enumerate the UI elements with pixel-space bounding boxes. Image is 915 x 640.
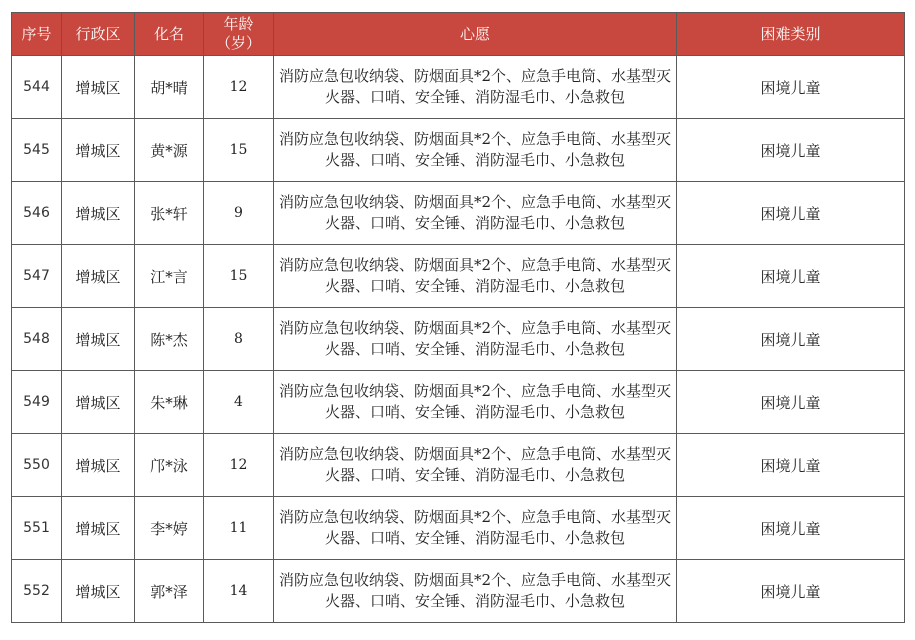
cell-seq: 545 xyxy=(12,119,62,182)
cell-alias: 邝*泳 xyxy=(135,434,204,497)
wish-table xyxy=(11,12,905,623)
table-row xyxy=(12,497,905,560)
cell-seq: 551 xyxy=(12,497,62,560)
cell-district: 增城区 xyxy=(62,245,135,308)
wish-text: 消防应急包收纳袋、防烟面具*2个、应急手电筒、水基型灭火器、口哨、安全锤、消防湿毛巾、小急救包 xyxy=(278,67,672,106)
table-row xyxy=(12,56,905,119)
cell-district: 增城区 xyxy=(62,56,135,119)
table-header-row xyxy=(12,13,905,56)
cell-alias: 郭*泽 xyxy=(135,560,204,623)
cell-category: 困境儿童 xyxy=(677,119,905,182)
cell-alias: 朱*琳 xyxy=(135,371,204,434)
cell-seq: 548 xyxy=(12,308,62,371)
header-category: 困难类别 xyxy=(677,13,905,56)
wish-text: 消防应急包收纳袋、防烟面具*2个、应急手电筒、水基型灭火器、口哨、安全锤、消防湿毛巾、小急救包 xyxy=(278,508,672,547)
cell-age: 14 xyxy=(204,560,274,623)
cell-age: 4 xyxy=(204,371,274,434)
cell-seq: 552 xyxy=(12,560,62,623)
cell-age: 15 xyxy=(204,119,274,182)
cell-alias: 江*言 xyxy=(135,245,204,308)
cell-wish xyxy=(274,56,677,119)
header-alias: 化名 xyxy=(135,13,204,56)
cell-district: 增城区 xyxy=(62,308,135,371)
cell-alias: 胡*晴 xyxy=(135,56,204,119)
cell-category: 困境儿童 xyxy=(677,371,905,434)
table-row xyxy=(12,434,905,497)
table-row xyxy=(12,371,905,434)
cell-alias: 陈*杰 xyxy=(135,308,204,371)
cell-seq: 550 xyxy=(12,434,62,497)
wish-text: 消防应急包收纳袋、防烟面具*2个、应急手电筒、水基型灭火器、口哨、安全锤、消防湿毛巾、小急救包 xyxy=(278,445,672,484)
table-row xyxy=(12,182,905,245)
cell-district: 增城区 xyxy=(62,182,135,245)
wish-text: 消防应急包收纳袋、防烟面具*2个、应急手电筒、水基型灭火器、口哨、安全锤、消防湿毛巾、小急救包 xyxy=(278,571,672,610)
cell-district: 增城区 xyxy=(62,371,135,434)
cell-seq: 549 xyxy=(12,371,62,434)
cell-district: 增城区 xyxy=(62,434,135,497)
cell-wish xyxy=(274,371,677,434)
cell-wish xyxy=(274,497,677,560)
cell-district: 增城区 xyxy=(62,560,135,623)
cell-wish xyxy=(274,182,677,245)
cell-seq: 547 xyxy=(12,245,62,308)
cell-district: 增城区 xyxy=(62,497,135,560)
cell-category: 困境儿童 xyxy=(677,560,905,623)
header-district: 行政区 xyxy=(62,13,135,56)
wish-text: 消防应急包收纳袋、防烟面具*2个、应急手电筒、水基型灭火器、口哨、安全锤、消防湿毛巾、小急救包 xyxy=(278,256,672,295)
wish-text: 消防应急包收纳袋、防烟面具*2个、应急手电筒、水基型灭火器、口哨、安全锤、消防湿毛巾、小急救包 xyxy=(278,193,672,232)
table-row xyxy=(12,245,905,308)
header-age-line2: （岁） xyxy=(215,34,261,52)
header-age-line1: 年龄 xyxy=(223,15,254,33)
header-wish: 心愿 xyxy=(274,13,677,56)
cell-age: 12 xyxy=(204,56,274,119)
cell-category: 困境儿童 xyxy=(677,182,905,245)
wish-text: 消防应急包收纳袋、防烟面具*2个、应急手电筒、水基型灭火器、口哨、安全锤、消防湿毛巾、小急救包 xyxy=(278,130,672,169)
wish-text: 消防应急包收纳袋、防烟面具*2个、应急手电筒、水基型灭火器、口哨、安全锤、消防湿毛巾、小急救包 xyxy=(278,382,672,421)
table-row xyxy=(12,308,905,371)
cell-age: 8 xyxy=(204,308,274,371)
cell-wish xyxy=(274,245,677,308)
cell-wish xyxy=(274,434,677,497)
cell-wish xyxy=(274,119,677,182)
cell-district: 增城区 xyxy=(62,119,135,182)
cell-category: 困境儿童 xyxy=(677,56,905,119)
cell-age: 11 xyxy=(204,497,274,560)
cell-age: 9 xyxy=(204,182,274,245)
cell-alias: 李*婷 xyxy=(135,497,204,560)
table-row xyxy=(12,560,905,623)
cell-seq: 546 xyxy=(12,182,62,245)
cell-seq: 544 xyxy=(12,56,62,119)
cell-category: 困境儿童 xyxy=(677,245,905,308)
cell-age: 12 xyxy=(204,434,274,497)
cell-wish xyxy=(274,560,677,623)
cell-category: 困境儿童 xyxy=(677,434,905,497)
cell-alias: 黄*源 xyxy=(135,119,204,182)
header-seq: 序号 xyxy=(12,13,62,56)
table-row xyxy=(12,119,905,182)
header-age xyxy=(204,13,274,56)
cell-wish xyxy=(274,308,677,371)
cell-category: 困境儿童 xyxy=(677,497,905,560)
cell-age: 15 xyxy=(204,245,274,308)
cell-category: 困境儿童 xyxy=(677,308,905,371)
cell-alias: 张*轩 xyxy=(135,182,204,245)
wish-text: 消防应急包收纳袋、防烟面具*2个、应急手电筒、水基型灭火器、口哨、安全锤、消防湿毛巾、小急救包 xyxy=(278,319,672,358)
